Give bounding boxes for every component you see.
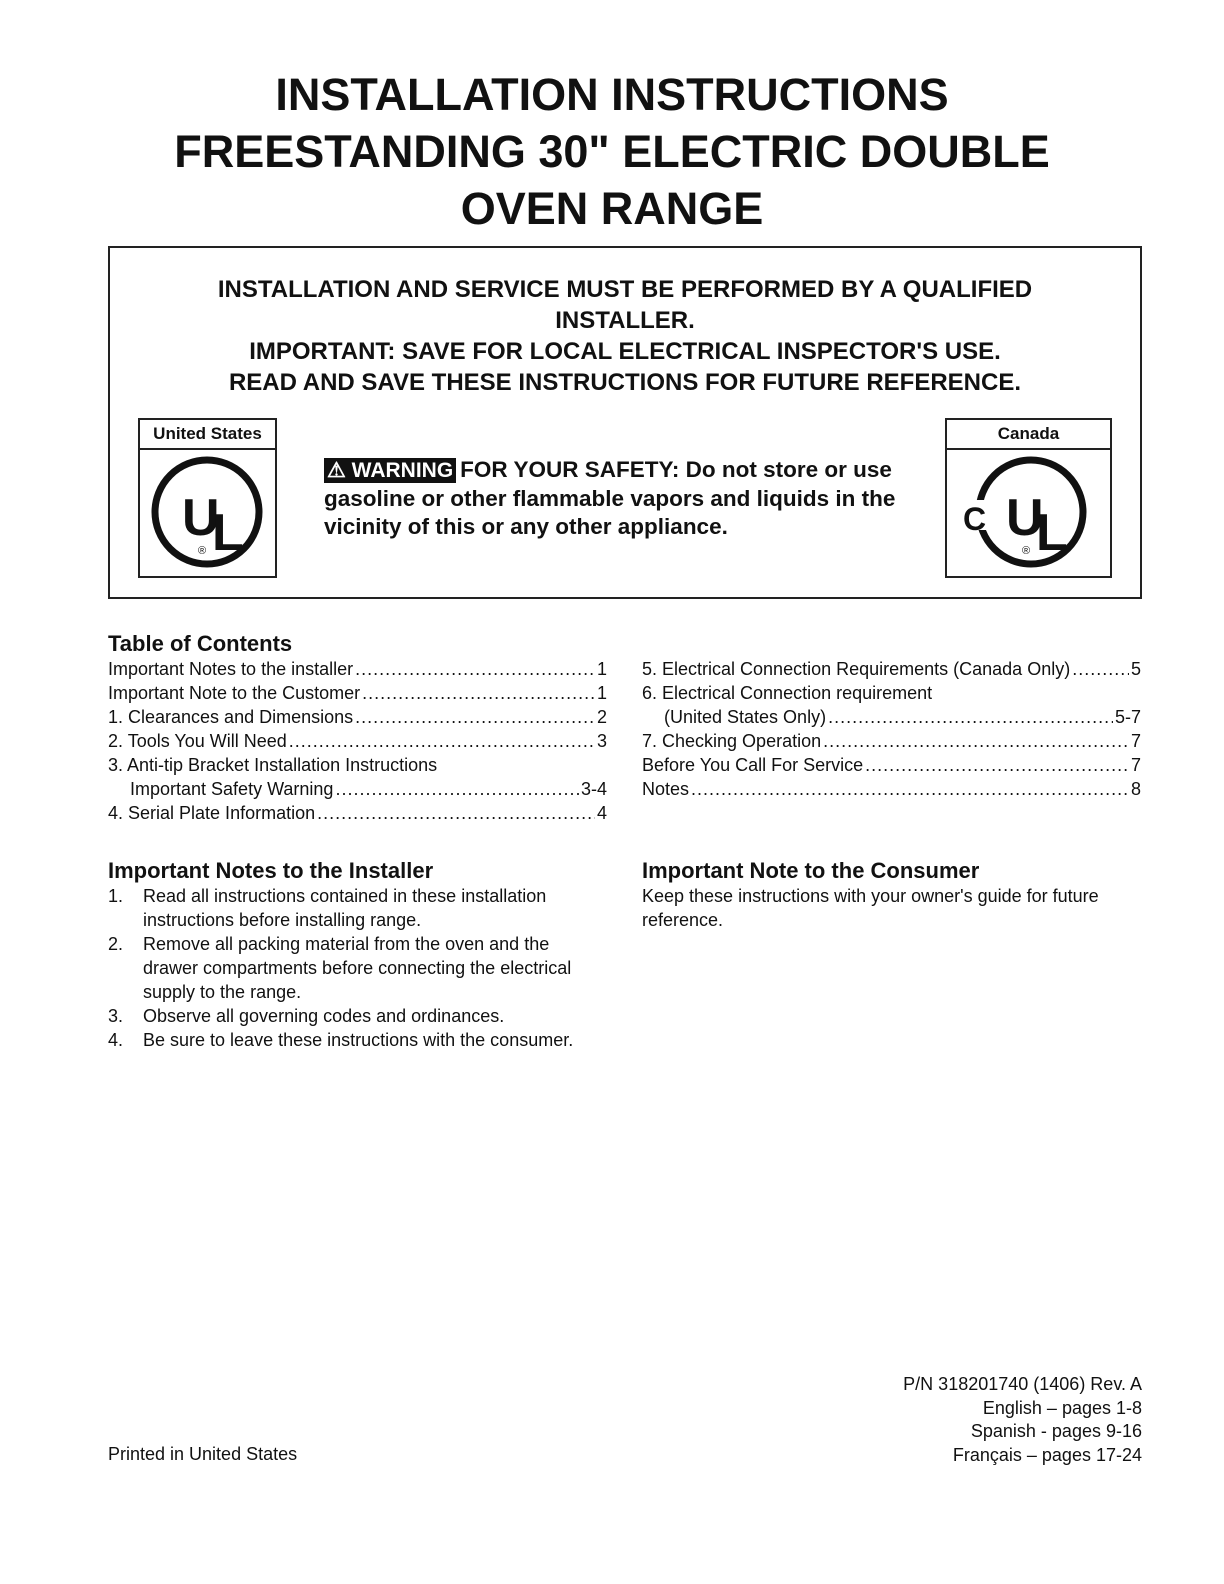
warning-text: FOR YOUR SAFETY: Do not store or use gasoline or other flammable vapors and liquids in the vicinity of this or any other appliance. [324, 457, 896, 539]
notice-line: INSTALLER. [555, 307, 695, 334]
toc-entry[interactable] [642, 777, 1141, 801]
toc-page: 4 [596, 803, 607, 823]
svg-text:C: C [963, 501, 987, 537]
warning-badge-text: WARNING [351, 459, 454, 482]
toc-page: 1 [596, 659, 607, 679]
toc-label: 2. Tools You Will Need [108, 731, 287, 751]
toc-label: 4. Serial Plate Information [108, 803, 316, 823]
item-number: 2. [108, 934, 124, 954]
item-number: 3. [108, 1006, 124, 1026]
toc-page: 3-4 [580, 779, 607, 799]
english-pages: English – pages 1-8 [982, 1397, 1142, 1418]
svg-text:U: U [182, 489, 220, 547]
svg-text:®: ® [198, 545, 207, 557]
ul-us-mark [138, 418, 277, 578]
title-line: INSTALLATION INSTRUCTIONS [275, 69, 949, 120]
warning-badge: ⚠ WARNING [324, 458, 456, 483]
toc-right [642, 657, 1141, 801]
toc-entry[interactable] [642, 753, 1141, 777]
footer-info [903, 1373, 1142, 1467]
toc-label: (United States Only) [664, 707, 827, 727]
toc-page: 3 [596, 731, 607, 751]
item-text: Observe all governing codes and ordinances. [143, 1006, 505, 1026]
ul-canada-mark [945, 418, 1112, 578]
ul-us-label: United States [140, 420, 275, 450]
toc-label: Important Note to the Customer [108, 683, 361, 703]
svg-text:U: U [1006, 489, 1044, 547]
toc-page: 5 [1130, 659, 1141, 679]
toc-entry[interactable] [108, 777, 607, 801]
toc-label: Before You Call For Service [642, 755, 864, 775]
document-title [0, 66, 1224, 237]
toc-entry[interactable] [108, 705, 607, 729]
toc-heading: Table of Contents [108, 631, 293, 656]
notice-line: INSTALLATION AND SERVICE MUST BE PERFORMED BY A QUALIFIED [217, 276, 1033, 303]
notice-line: IMPORTANT: SAVE FOR LOCAL ELECTRICAL INSPECTOR'S USE. [249, 338, 1001, 365]
consumer-heading: Important Note to the Consumer [642, 858, 980, 883]
cul-logo-icon [947, 450, 1110, 576]
list-item [108, 1004, 598, 1028]
item-text: Remove all packing material from the oven and the drawer compartments before connecting the electrical supply to the range. [143, 934, 572, 1002]
ul-canada-label: Canada [947, 420, 1110, 450]
toc-page: 1 [596, 683, 607, 703]
toc-label: 7. Checking Operation [642, 731, 822, 751]
svg-text:L: L [1036, 504, 1068, 562]
toc-entry[interactable] [642, 729, 1141, 753]
toc-page: 8 [1130, 779, 1141, 799]
item-text: Be sure to leave these instructions with the consumer. [143, 1030, 574, 1050]
svg-text:®: ® [1022, 545, 1031, 557]
printed-in: Printed in United States [108, 1444, 298, 1464]
toc-page: 5-7 [1114, 707, 1141, 727]
consumer-note [642, 858, 1102, 932]
list-item [108, 932, 598, 1004]
toc-left [108, 631, 607, 825]
toc-entry[interactable] [642, 705, 1141, 729]
toc-label: 3. Anti-tip Bracket Installation Instructions [108, 755, 438, 775]
toc-page: 2 [596, 707, 607, 727]
title-line: OVEN RANGE [460, 183, 764, 234]
toc-label: 5. Electrical Connection Requirements (Canada Only) [642, 659, 1071, 679]
installer-heading: Important Notes to the Installer [108, 858, 434, 883]
toc-entry[interactable] [642, 681, 1141, 705]
french-pages: Français – pages 17-24 [952, 1444, 1142, 1465]
item-number: 4. [108, 1030, 124, 1050]
toc-page: 7 [1130, 731, 1141, 751]
toc-entry[interactable] [108, 753, 607, 777]
consumer-text: Keep these instructions with your owner's guide for future reference. [642, 886, 1099, 930]
toc-entry[interactable] [108, 657, 607, 681]
toc-entry[interactable] [108, 681, 607, 705]
ul-logo-icon [140, 450, 275, 576]
spanish-pages: Spanish - pages 9-16 [970, 1421, 1142, 1441]
notice-line: READ AND SAVE THESE INSTRUCTIONS FOR FUTURE REFERENCE. [228, 369, 1022, 396]
list-item [108, 884, 598, 932]
toc-label: Important Safety Warning [130, 779, 334, 799]
safety-notice-box [108, 246, 1142, 599]
title-line: FREESTANDING 30" ELECTRIC DOUBLE [174, 126, 1050, 177]
item-text: Read all instructions contained in these installation instructions before installing range. [143, 886, 547, 930]
part-number: P/N 318201740 (1406) Rev. A [903, 1374, 1142, 1394]
warning-message [324, 456, 924, 542]
toc-label: 6. Electrical Connection requirement [642, 683, 933, 703]
toc-entry[interactable] [108, 729, 607, 753]
svg-text:L: L [212, 504, 244, 562]
toc-label: 1. Clearances and Dimensions [108, 707, 354, 727]
toc-label: Important Notes to the installer [108, 659, 354, 679]
toc-entry[interactable] [108, 801, 607, 825]
toc-entry[interactable] [642, 657, 1141, 681]
item-number: 1. [108, 886, 124, 906]
toc-label: Notes [642, 779, 690, 799]
list-item [108, 1028, 598, 1052]
installer-notes [108, 858, 598, 1052]
notice-text [110, 274, 1140, 398]
toc-page: 7 [1130, 755, 1141, 775]
